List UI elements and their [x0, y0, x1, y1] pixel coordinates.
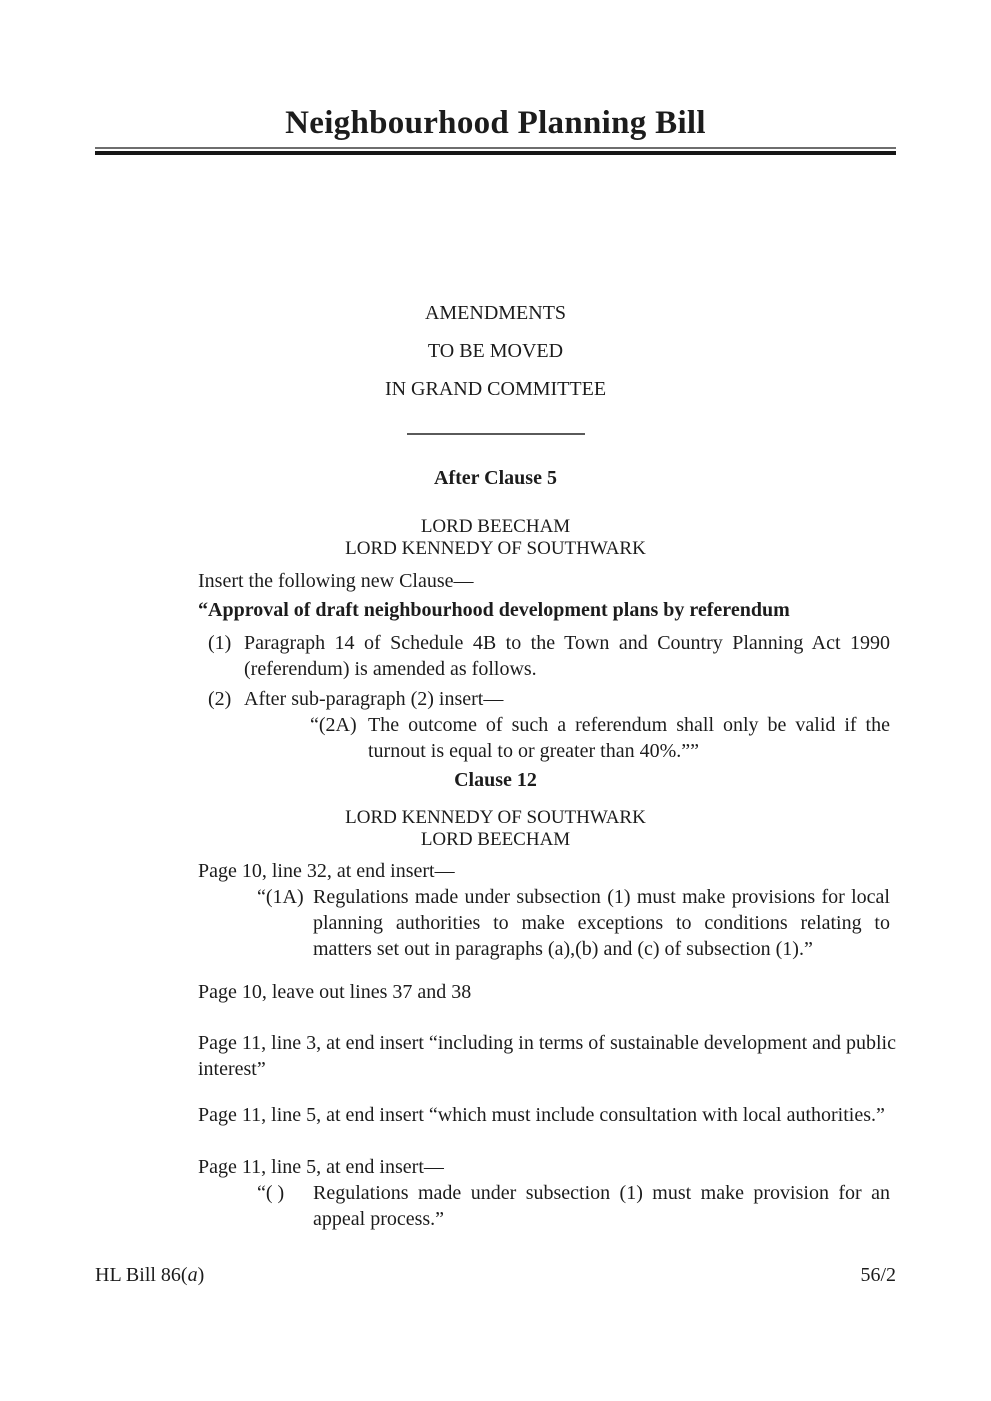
provision-number: “(1A) — [257, 886, 304, 908]
amendment-instruction: Page 11, line 5, at end insert— — [198, 1156, 444, 1178]
sponsor-name: LORD KENNEDY OF SOUTHWARK — [345, 807, 646, 828]
subsection-item — [208, 630, 896, 682]
inserted-provision — [257, 884, 896, 962]
bill-title: Neighbourhood Planning Bill — [285, 105, 706, 141]
preamble-line-committee: IN GRAND COMMITTEE — [384, 378, 607, 400]
preamble-line-to-be-moved: TO BE MOVED — [427, 340, 564, 362]
new-clause-title: “Approval of draft neighbourhood development plans by referendum — [198, 599, 790, 621]
provision-text: Regulations made under subsection (1) must make provisions for local planning authorities to make exceptions to conditions relating to matters set out in paragraphs (a),(b) and (c) of subsection (1).” — [313, 886, 890, 960]
footer-session-number: 56/2 — [860, 1264, 896, 1286]
subsection-item — [208, 686, 896, 712]
amendment-instruction: Page 10, leave out lines 37 and 38 — [198, 981, 472, 1003]
subsection-number: (2) — [208, 688, 232, 710]
subsection-number: (1) — [208, 632, 232, 654]
separator-rule — [407, 433, 585, 435]
amendment-instruction: Page 11, line 5, at end insert “which must include consultation with local authorities.” — [198, 1104, 885, 1126]
provision-number: “(2A) — [310, 714, 357, 736]
inserted-provision — [310, 712, 896, 764]
title-double-rule — [95, 147, 896, 155]
provision-number: “( ) — [257, 1182, 285, 1204]
cross-heading-after-clause-5: After Clause 5 — [434, 467, 557, 489]
inserted-provision — [257, 1180, 896, 1232]
provision-text: Regulations made under subsection (1) must make provision for an appeal process.” — [313, 1182, 890, 1230]
sponsor-list-clause-12 — [95, 807, 896, 851]
sponsor-name: LORD KENNEDY OF SOUTHWARK — [345, 538, 646, 559]
sponsor-list-after-clause-5 — [95, 516, 896, 560]
preamble-line-amendments: AMENDMENTS — [424, 302, 567, 324]
preamble — [95, 294, 896, 408]
provision-text: The outcome of such a referendum shall only be valid if the turnout is equal to or greater than 40%.”” — [368, 714, 890, 762]
sponsor-name: LORD BEECHAM — [420, 829, 571, 850]
amendment-instruction: Page 10, line 32, at end insert— — [198, 860, 455, 882]
subsection-text: After sub-paragraph (2) insert— — [244, 688, 504, 710]
subsection-text: Paragraph 14 of Schedule 4B to the Town and Country Planning Act 1990 (referendum) is amended as follows. — [244, 632, 890, 680]
amendment-instruction: Insert the following new Clause— — [198, 570, 474, 592]
sponsor-name: LORD BEECHAM — [420, 516, 571, 537]
footer-bill-number: HL Bill 86(a) — [95, 1264, 205, 1286]
amendment-instruction: Page 11, line 3, at end insert “including in terms of sustainable development and public interest” — [198, 1032, 896, 1080]
cross-heading-clause-12: Clause 12 — [454, 769, 537, 791]
page-footer — [95, 1262, 896, 1288]
